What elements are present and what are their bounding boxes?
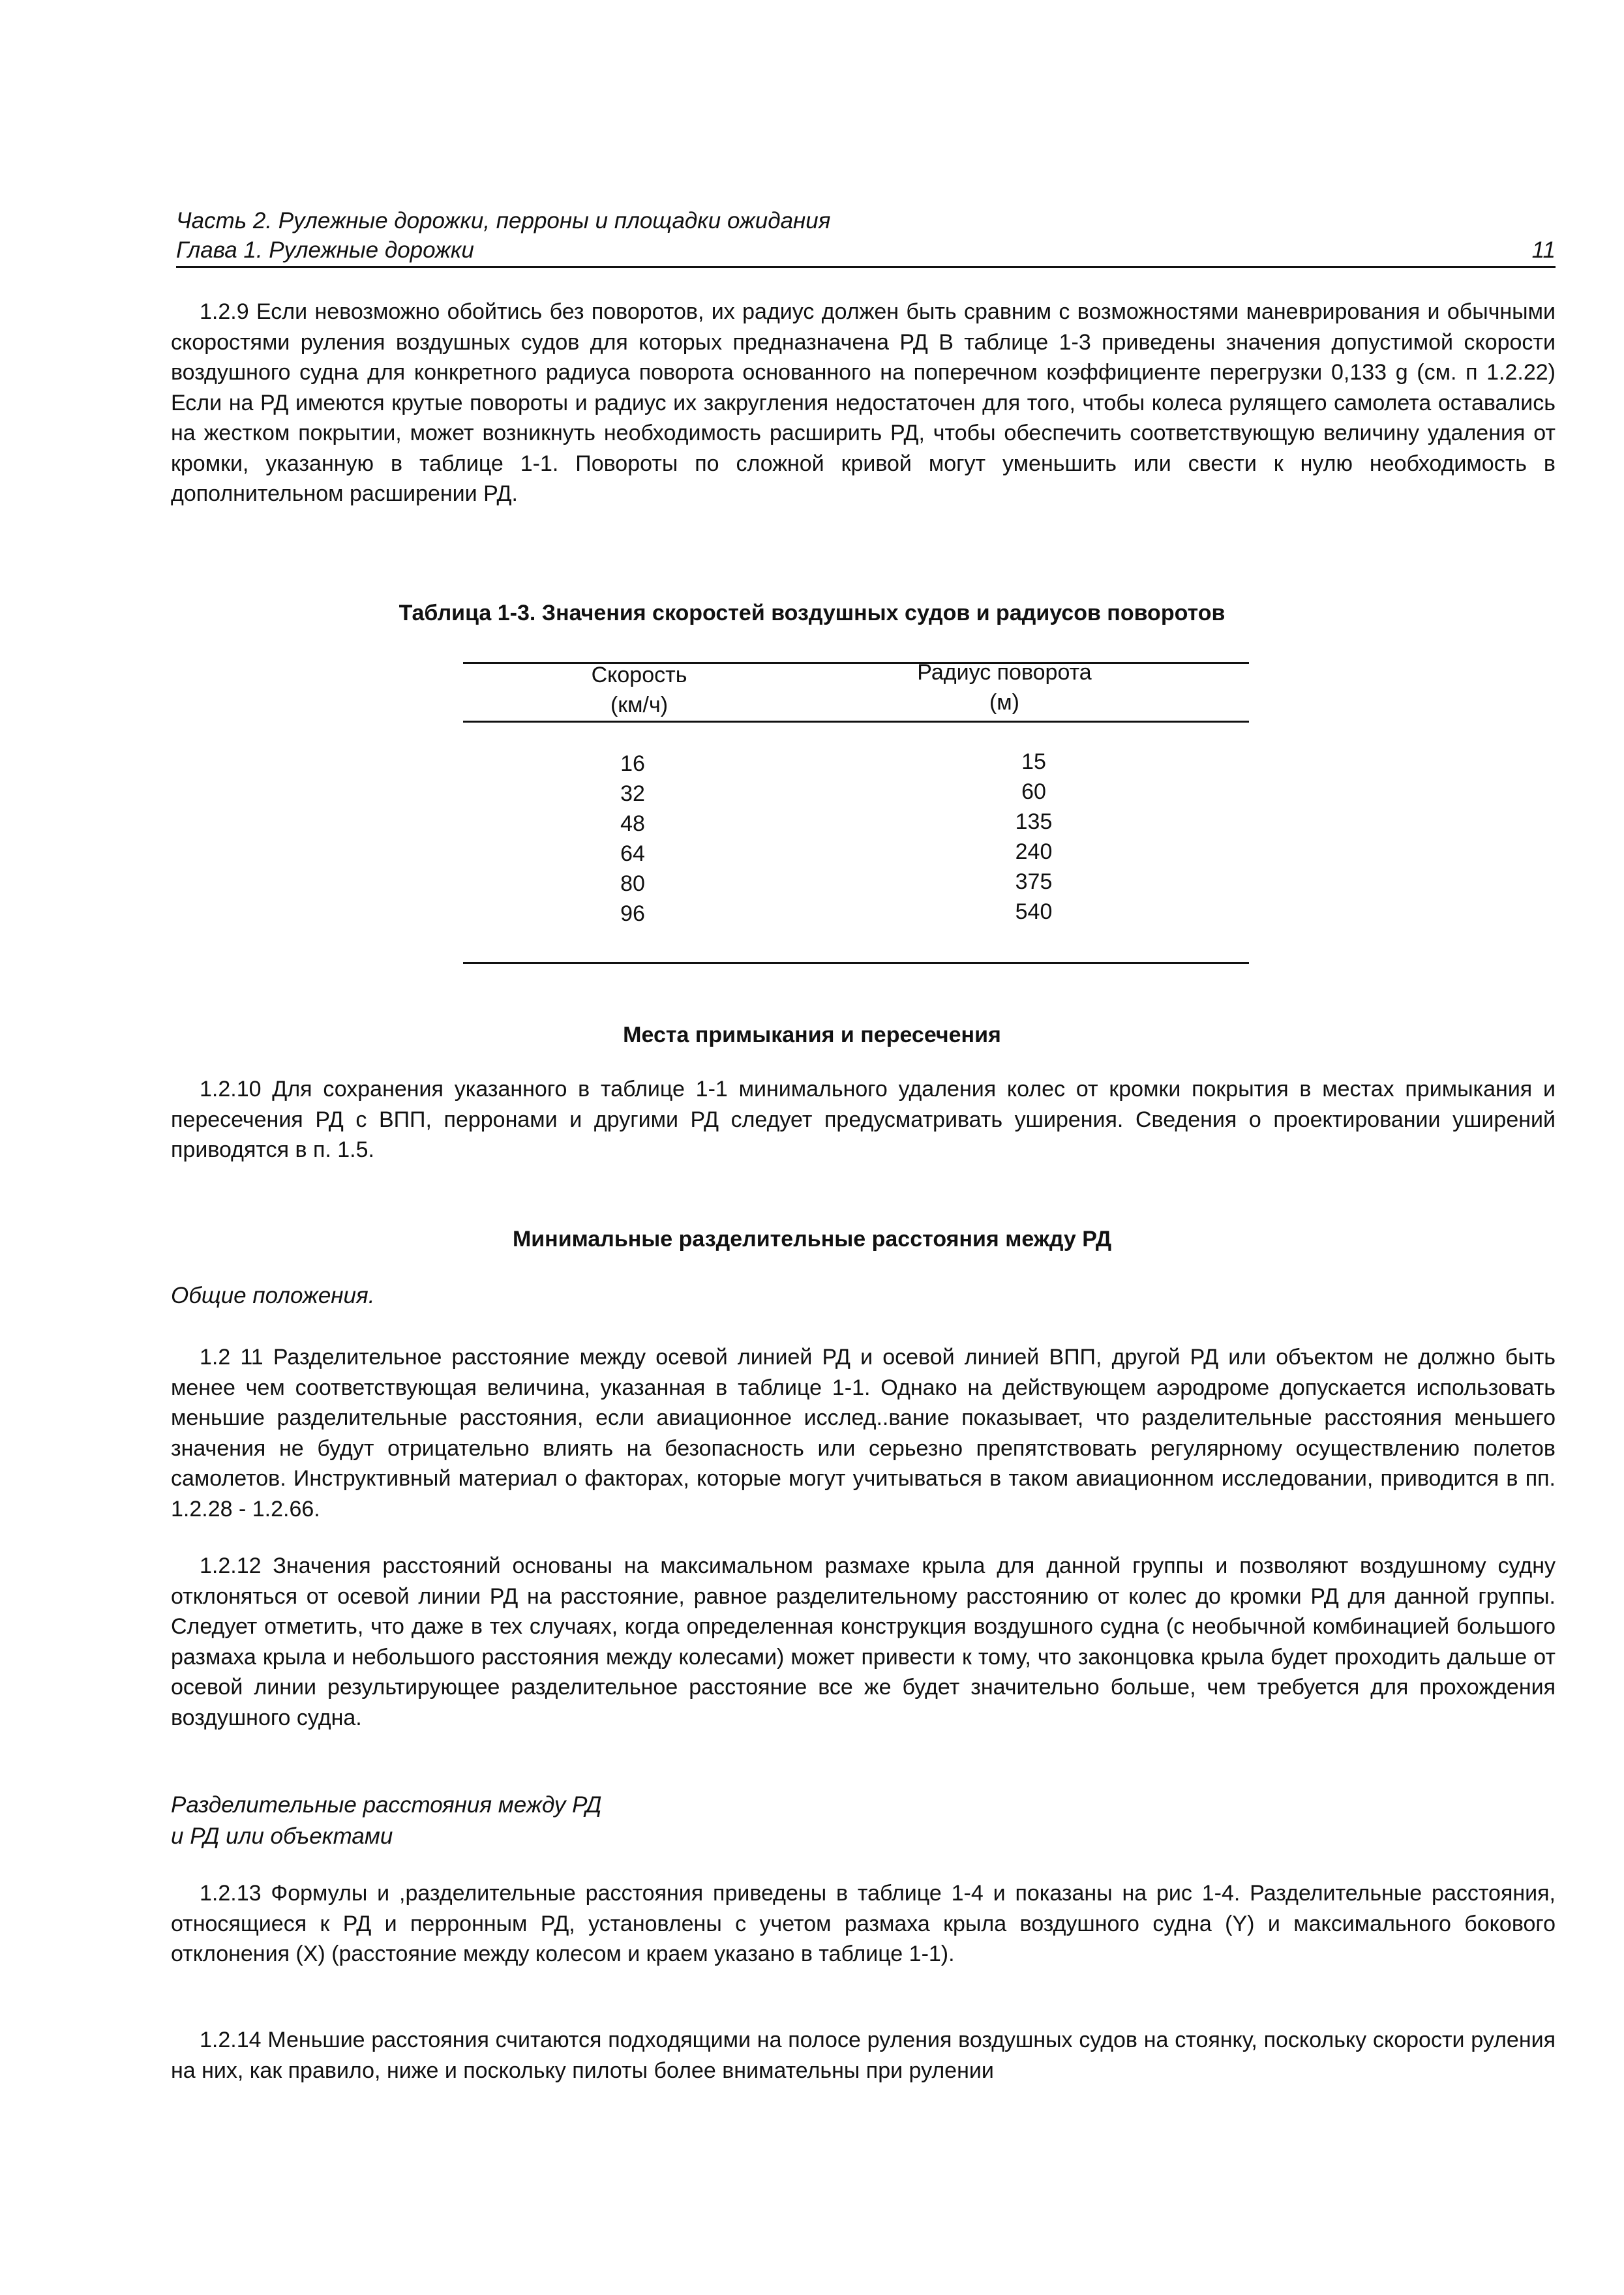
column-header-speed [535, 660, 744, 720]
table-cell-speed: 16 [620, 751, 645, 776]
subheading-objects-line1: Разделительные расстояния между РД [171, 1792, 602, 1818]
paragraph-1-2-12: 1.2.12 Значения расстояний основаны на максимальном размахе крыла для данной группы и позволяют воздушному судну отклоняться от осевой линии РД на расстояние, равное разделительному расстоянию от колес до кромки РД для данной группы. Следует отметить, что даже в тех случаях, когда определенная конструкция воздушного судна (с необычной комбинацией большого размаха крыла и небольшого расстояния между колесами) может привести к тому, что законцовка крыла будет проходить дальше от осевой линии результирующее разделительное расстояние все же будет значительно больше, чем требуется для прохождения воздушного судна. [171, 1553, 1556, 1730]
table-cell-speed: 64 [620, 841, 645, 866]
table-cell-radius: 60 [1021, 779, 1046, 804]
table-cell-speed: 48 [620, 811, 645, 836]
paragraph-1-2-14: 1.2.14 Меньшие расстояния считаются подходящими на полосе руления воздушных судов на стоянку, поскольку скорости руления на них, как правило, ниже и поскольку пилоты более внимательны при рулении [171, 2028, 1556, 2083]
column-header-speed-unit: (км/ч) [610, 693, 669, 717]
table-cell-speed: 96 [620, 901, 645, 926]
running-header [176, 206, 1556, 265]
table-cell-speed: 80 [620, 871, 645, 896]
subheading-objects-line2: и РД или объектами [171, 1823, 393, 1849]
table-header-rule [463, 721, 1249, 723]
header-rule [176, 266, 1556, 268]
subheading-objects [171, 1790, 601, 1852]
header-part-title: Часть 2. Рулежные дорожки, перроны и площадки ожидания [176, 208, 831, 233]
column-header-speed-label: Скорость [591, 663, 687, 687]
page-number: 11 [1531, 237, 1556, 263]
header-chapter-title: Глава 1. Рулежные дорожки [176, 237, 474, 263]
table-cell-radius: 15 [1021, 749, 1046, 774]
table-cell-radius: 375 [1015, 869, 1053, 894]
table-cell-radius: 135 [1015, 809, 1053, 834]
paragraph-1-2-9: 1.2.9 Если невозможно обойтись без поворотов, их радиус должен быть сравним с возможностями маневрирования и обычными скоростями руления воздушных судов для которых предназначена РД В таблице 1-3 приведены значения допустимой скорости воздушного судна для конкретного радиуса поворота основанного на поперечном коэффициенте перегрузки 0,133 g (см. п 1.2.22) Если на РД имеются крутые повороты и радиус их закругления недостаточен для того, чтобы колеса рулящего самолета оставались на жестком покрытии, может возникнуть необходимость расширить РД, чтобы обеспечить соответствующую величину удаления от кромки, указанную в таблице 1-1. Повороты по сложной кривой могут уменьшить или свести к нулю необходимость в дополнительном расширении РД. [171, 299, 1556, 506]
section-heading-junctions: Места примыкания и пересечения [623, 1023, 1001, 1047]
column-header-radius-label: Радиус поворота [917, 660, 1092, 685]
paragraph-1-2-13: 1.2.13 Формулы и ,разделительные расстояния приведены в таблице 1-4 и показаны на рис 1-4. Разделительные расстояния, относящиеся к РД и перронным РД, установлены с учетом размаха крыла воздушного судна (Y) и максимального бокового отклонения (X) (расстояние между колесом и краем указано в таблице 1-1). [171, 1881, 1556, 1966]
column-header-radius-unit: (м) [989, 690, 1020, 715]
paragraph-1-2-11: 1.2 11 Разделительное расстояние между осевой линией РД и осевой линией ВПП, другой РД или объектом не должно быть менее чем соответствующая величина, указанная в таблице 1-1. Однако на действующем аэродроме допускается использовать меньшие разделительные расстояния, если авиационное исслед..вание показывает, что разделительные расстояния меньшего значения не будут отрицательно влиять на безопасность или серьезно препятствовать регулярному осуществлению полетов самолетов. Инструктивный материал о факторах, которые могут учитываться в таком авиационном исследовании, приводится в пп. 1.2.28 - 1.2.66. [171, 1345, 1556, 1522]
paragraph-1-2-10: 1.2.10 Для сохранения указанного в таблице 1-1 минимального удаления колес от кромки покрытия в местах примыкания и пересечения РД с ВПП, перронами и другими РД следует предусматривать уширения. Сведения о проектировании уширений приводятся в п. 1.5. [171, 1077, 1556, 1162]
section-heading-min-distances: Минимальные разделительные расстояния между РД [512, 1227, 1112, 1252]
subheading-general: Общие положения. [171, 1283, 375, 1308]
column-header-radius [867, 657, 1141, 717]
table-caption: Таблица 1-3. Значения скоростей воздушных судов и радиусов поворотов [398, 601, 1226, 625]
table-cell-radius: 240 [1015, 839, 1053, 864]
table-cell-speed: 32 [620, 781, 645, 806]
table-bottom-rule [463, 962, 1249, 964]
table-cell-radius: 540 [1015, 899, 1053, 924]
